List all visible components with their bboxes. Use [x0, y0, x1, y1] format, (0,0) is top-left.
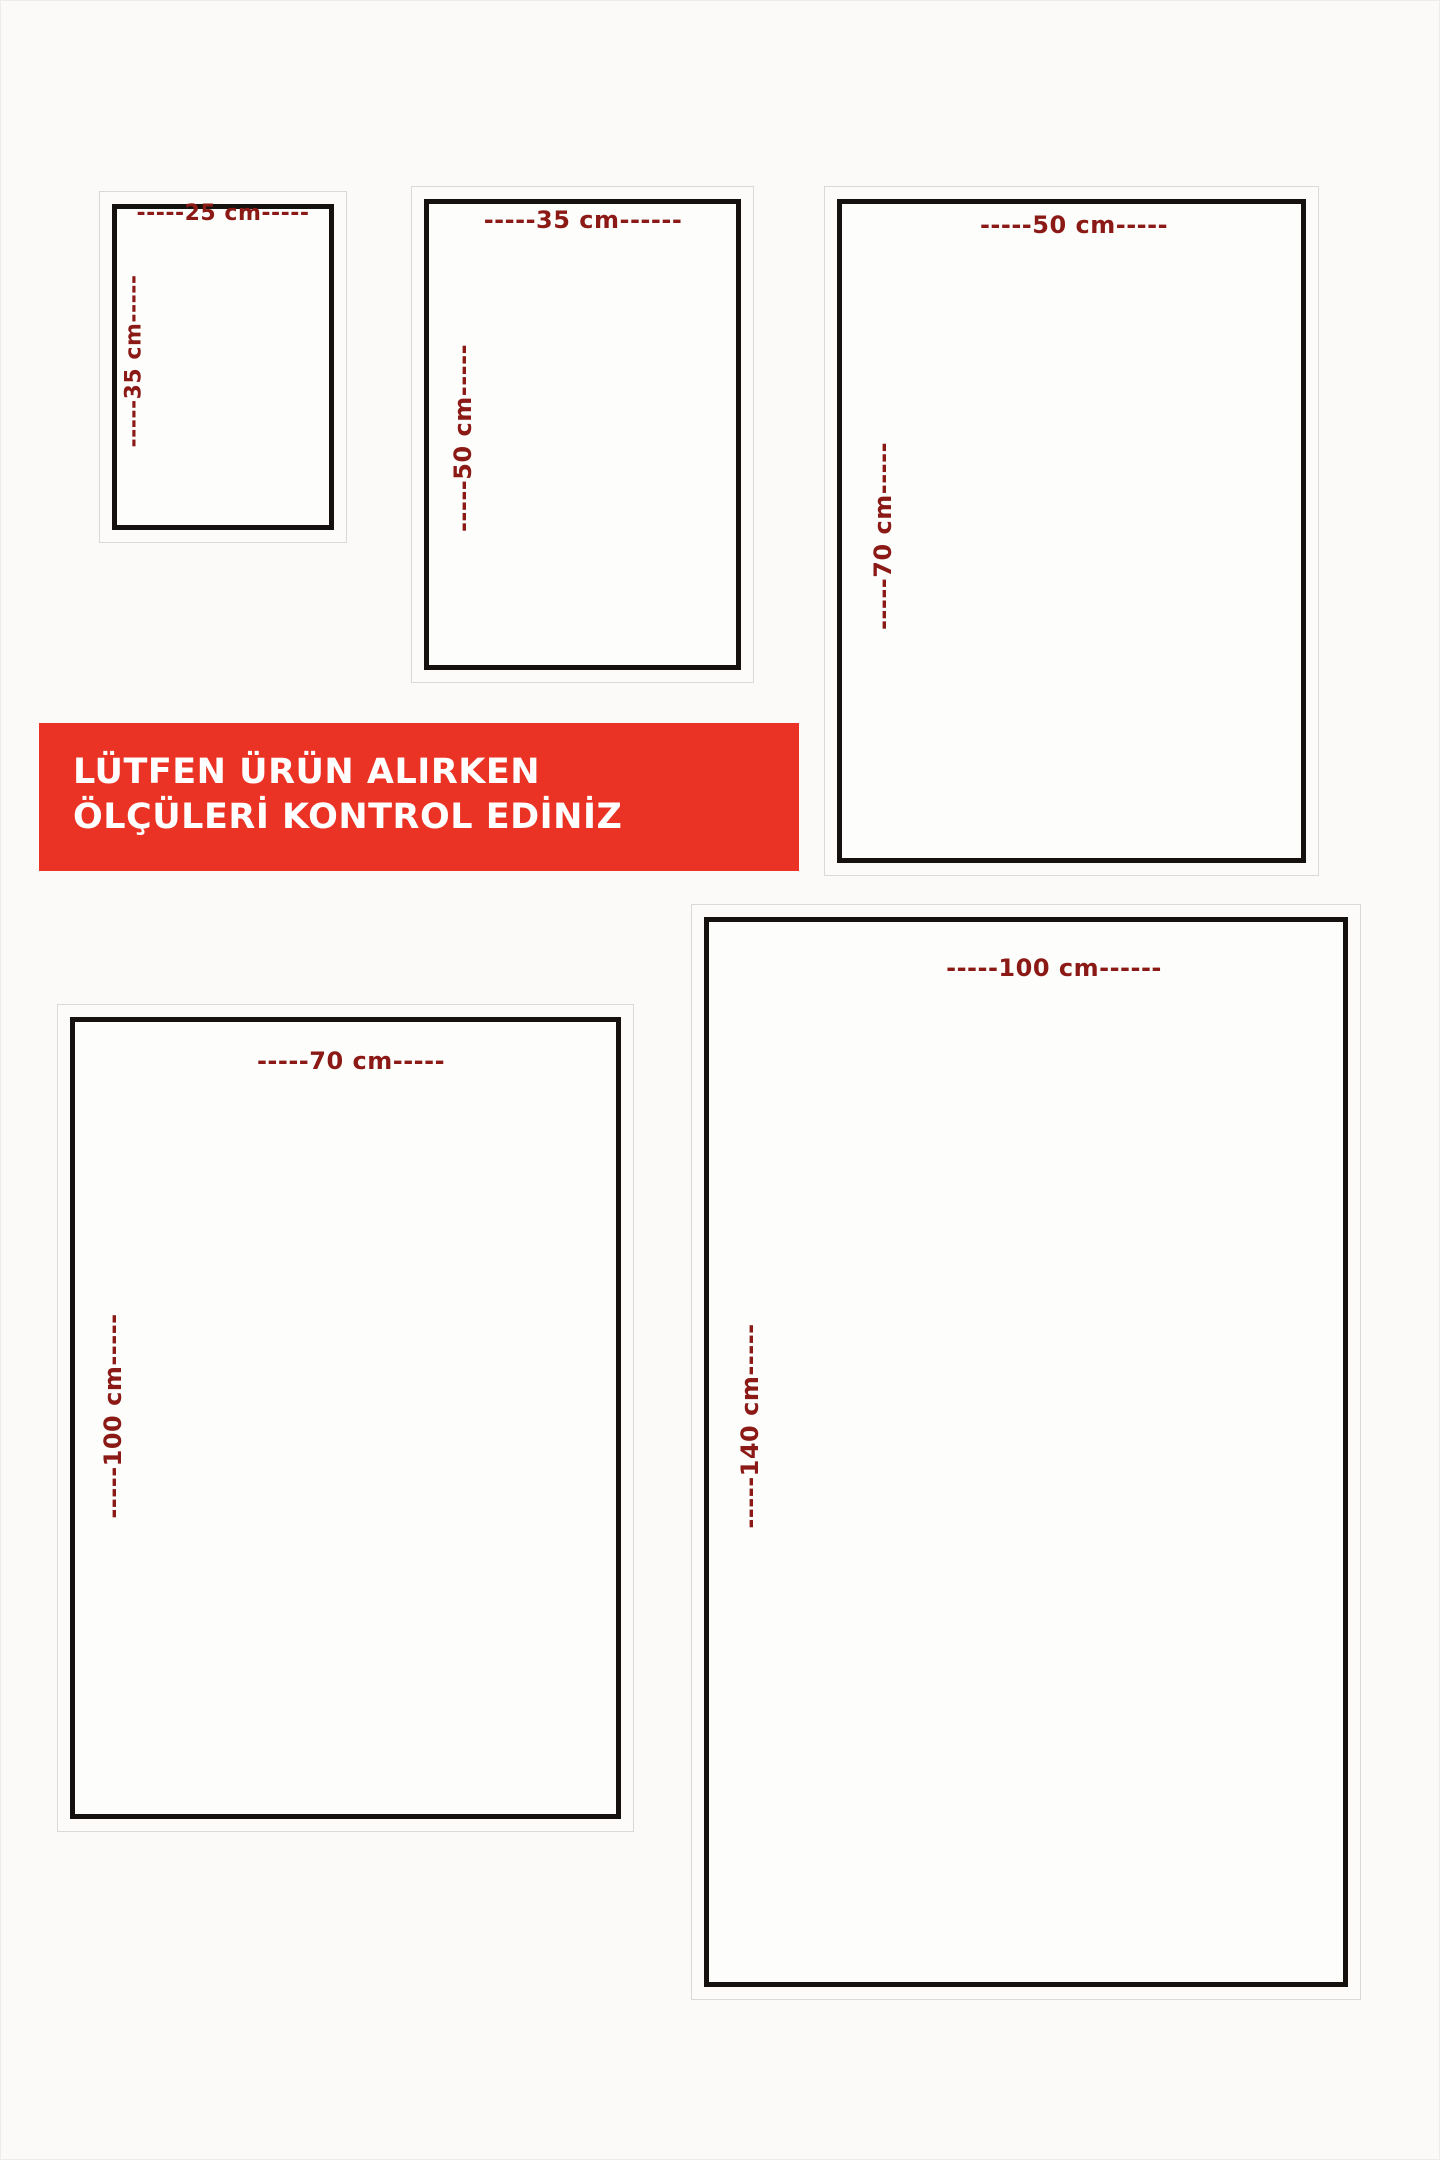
frame-25x35-width-label: -----25 cm-----	[136, 201, 310, 226]
frame-35x50-height-label: -----50 cm-----	[449, 343, 477, 533]
frame-100x140	[691, 904, 1361, 2000]
frame-50x70-height-label: -----70 cm-----	[869, 441, 897, 631]
frame-50x70-width-label: -----50 cm-----	[979, 211, 1169, 239]
warning-banner-line-2: ÖLÇÜLERİ KONTROL EDİNİZ	[73, 797, 623, 837]
frame-70x100-height-label: -----100 cm-----	[99, 1313, 127, 1519]
frame-35x50-width-label: -----35 cm------	[483, 206, 683, 234]
frame-70x100-inner	[70, 1017, 621, 1819]
warning-banner-line-1: LÜTFEN ÜRÜN ALIRKEN	[73, 752, 541, 793]
frame-25x35-height-label: -----35 cm-----	[121, 274, 147, 448]
frame-70x100-width-label: -----70 cm-----	[256, 1047, 446, 1075]
frame-100x140-inner	[704, 917, 1348, 1987]
frame-70x100	[57, 1004, 634, 1832]
frame-100x140-width-label: -----100 cm------	[946, 954, 1162, 982]
warning-banner	[39, 723, 799, 871]
frame-50x70-inner	[837, 199, 1306, 863]
frame-100x140-height-label: -----140 cm-----	[736, 1323, 764, 1529]
frame-50x70	[824, 186, 1319, 876]
